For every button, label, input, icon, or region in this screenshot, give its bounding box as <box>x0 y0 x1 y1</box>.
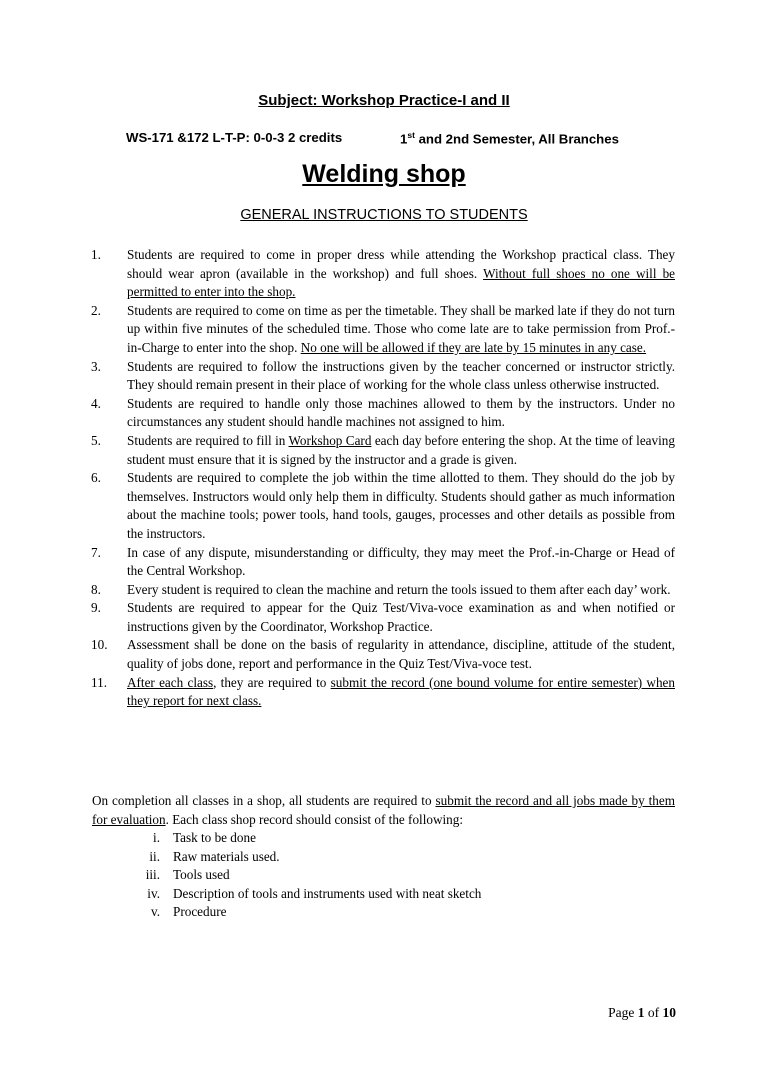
record-item <box>0 903 768 922</box>
instruction-plain-text: Students are required to fill in <box>127 432 289 448</box>
record-item-text: Tools used <box>173 867 230 883</box>
instruction-underlined-text: Workshop Card <box>288 432 372 448</box>
record-contents-list <box>0 829 768 922</box>
instruction-item <box>0 581 768 600</box>
instruction-plain-text: Students are required to complete the job within the time allotted to them. They should do the job by themselves. Instructors would only help them in difficulty. Students should gather as much information about the machine tools; power tools, hand tools, gauges, processes and other details as possible from the instructors. <box>127 470 675 541</box>
subject-heading: Subject: Workshop Practice-I and II <box>258 92 510 109</box>
record-item-text: Description of tools and instruments used with neat sketch <box>173 885 482 901</box>
instruction-text <box>127 636 675 673</box>
record-item-text: Task to be done <box>173 830 256 845</box>
instruction-item <box>0 246 768 302</box>
instruction-plain-text: In case of any dispute, misunderstanding or difficulty, they may meet the Prof.-in-Charge or Head of the Central Workshop. <box>127 544 675 579</box>
instruction-plain-text: Students are required to appear for the Quiz Test/Viva-voce examination as and when notified or instructions given by the Coordinator, Workshop Practice. <box>127 600 675 634</box>
record-item-numeral: ii. <box>149 848 160 864</box>
instruction-plain-text: each day before entering the shop. At the time of leaving student must ensure that it is signed by the instructor and a grade is given. <box>127 432 675 467</box>
closing-text-underlined: submit the record and all jobs made by them for evaluation <box>92 793 675 827</box>
instruction-item <box>0 395 768 432</box>
instruction-plain-text: Students are required to come on time as per the timetable. They shall be marked late if they do not turn up within five minutes of the scheduled time. Those who come late are to take permission from Prof.-in-Charge to enter into the shop. <box>127 302 675 355</box>
instruction-item <box>0 636 768 673</box>
instruction-underlined-text: No one will be allowed if they are late by 15 minutes in any case. <box>300 339 647 355</box>
page-word: Page <box>608 1005 638 1020</box>
semester-ordinal: st <box>407 130 415 140</box>
course-code-line: WS-171 &172 L-T-P: 0-0-3 2 credits <box>126 130 343 145</box>
record-item-numeral: iv. <box>147 885 160 901</box>
instruction-number: 3. <box>91 358 101 374</box>
instruction-plain-text: Students are required to come in proper dress while attending the Workshop practical class. They should wear apron (available in the workshop) and full shoes. <box>127 247 675 281</box>
instruction-plain-text: Every student is required to clean the machine and return the tools issued to them after each day’ work. <box>127 581 671 597</box>
instruction-plain-text: , they are required to <box>213 674 331 690</box>
instruction-text <box>127 358 675 395</box>
record-item-numeral: iii. <box>145 867 160 883</box>
instruction-text <box>127 432 675 469</box>
instruction-number: 6. <box>91 470 101 486</box>
record-item-text: Raw materials used. <box>173 848 280 864</box>
instructions-list <box>0 246 768 711</box>
instructions-heading: GENERAL INSTRUCTIONS TO STUDENTS <box>240 207 528 223</box>
instruction-item <box>0 469 768 543</box>
instruction-number: 2. <box>91 302 101 318</box>
instruction-number: 1. <box>91 247 101 262</box>
current-page-number: 1 <box>637 1005 645 1020</box>
record-item-numeral: v. <box>150 904 160 920</box>
instruction-text <box>127 674 675 711</box>
instruction-text <box>127 469 675 543</box>
closing-paragraph <box>92 792 675 829</box>
instruction-number: 9. <box>91 600 101 616</box>
instruction-item <box>0 544 768 581</box>
instruction-underlined-text: Without full shoes no one will be permitted to enter into the shop. <box>127 265 676 300</box>
instruction-item <box>0 302 768 358</box>
instruction-item <box>0 674 768 711</box>
instruction-underlined-text: After each class <box>127 674 214 690</box>
record-item <box>0 829 768 848</box>
instruction-underlined-text: submit the record (one bound volume for entire semester) when they report for next class. <box>127 674 675 709</box>
semester-number: 1 <box>400 131 408 147</box>
instruction-item <box>0 358 768 395</box>
instruction-number: 5. <box>91 432 101 448</box>
instruction-plain-text: Students are required to handle only those machines allowed to them by the instructors. Under no circumstances any student should handle machines not assigned to him. <box>127 395 675 430</box>
total-pages-number: 10 <box>662 1005 676 1020</box>
instruction-item <box>0 432 768 469</box>
closing-text-pre: On completion all classes in a shop, all students are required to <box>92 793 436 808</box>
instruction-number: 4. <box>91 395 101 411</box>
instruction-number: 11. <box>91 674 107 690</box>
instruction-number: 8. <box>91 581 101 597</box>
instruction-text <box>127 544 675 581</box>
instruction-number: 7. <box>91 544 101 560</box>
instruction-text <box>127 581 675 600</box>
instruction-text <box>127 302 675 358</box>
instruction-text <box>127 395 675 432</box>
record-item <box>0 885 768 904</box>
semester-line <box>400 130 619 146</box>
instruction-plain-text: Students are required to follow the instructions given by the teacher concerned or instructor strictly. They should remain present in their place of working for the whole class unless otherwise instructed. <box>127 358 675 393</box>
instruction-number: 10. <box>91 637 108 653</box>
instruction-plain-text: Assessment shall be done on the basis of regularity in attendance, discipline, attitude of the student, quality of jobs done, report and performance in the Quiz Test/Viva-voce test. <box>127 637 675 672</box>
instruction-text <box>127 599 675 636</box>
page-footer <box>608 1005 676 1021</box>
record-item <box>0 866 768 885</box>
closing-text-post: . Each class shop record should consist of the following: <box>165 811 464 827</box>
of-word: of <box>644 1005 663 1020</box>
record-item-text: Procedure <box>173 904 227 920</box>
record-item-numeral: i. <box>153 830 160 845</box>
instruction-item <box>0 599 768 636</box>
instruction-text <box>127 246 675 302</box>
semester-text: and 2nd Semester, All Branches <box>414 131 619 147</box>
record-item <box>0 848 768 867</box>
page-title: Welding shop <box>302 160 466 188</box>
